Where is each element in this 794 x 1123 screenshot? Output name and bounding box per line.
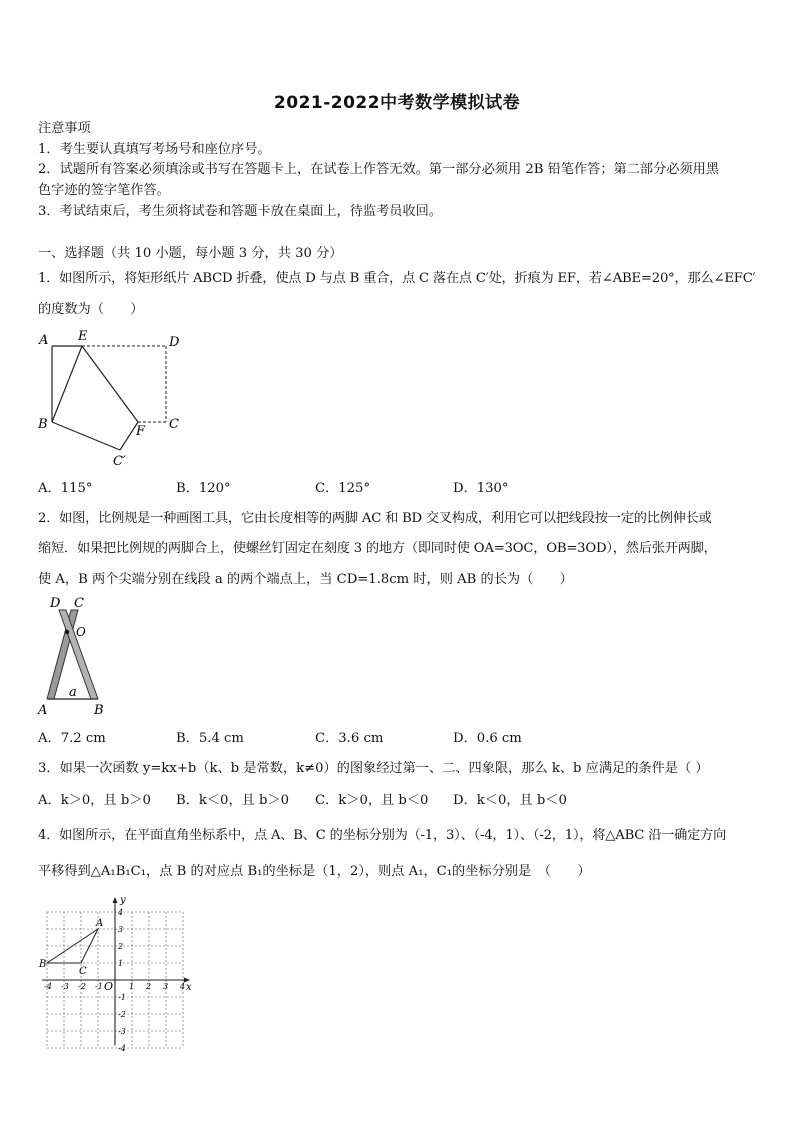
x-tick-label: -1	[95, 982, 103, 991]
q1-text-line1: 1．如图所示，将矩形纸片 ABCD 折叠，使点 D 与点 B 重合，点 C 落在点 C′处，折痕为 EF，若∠ABE=20°，那么∠EFC′	[38, 271, 756, 286]
label-C-prime: C′	[113, 454, 126, 469]
x-tick-label: 4	[180, 982, 186, 991]
y-tick-label: 2	[118, 942, 124, 951]
q1-figure	[36, 328, 186, 470]
q3-option-d[interactable]: D．k＜0，且 b＜0	[453, 793, 567, 808]
q1-option-c[interactable]: C．125°	[315, 481, 371, 496]
q3-option-a[interactable]: A．k＞0，且 b＞0	[38, 793, 151, 808]
y-tick-label: -3	[118, 1027, 126, 1036]
q2-text-line2: 缩短．如果把比例规的两脚合上，使螺丝钉固定在刻度 3 的地方（即同时使 OA=3OC，OB=3OD），然后张开两脚，	[38, 541, 717, 556]
q2-options	[38, 727, 758, 749]
q1-options	[38, 477, 758, 499]
label-D: D	[169, 335, 180, 350]
y-tick-label: 3	[118, 925, 124, 934]
notice-item: 3．考试结束后，考生须将试卷和答题卡放在桌面上，待监考员收回。	[38, 204, 443, 219]
q1-option-a[interactable]: A．115°	[38, 481, 93, 496]
axis-label-y: y	[120, 895, 126, 906]
x-tick-label: -3	[61, 982, 69, 991]
notice-item: 1．考生要认真填写考场号和座位序号。	[38, 142, 271, 157]
q2-figure	[36, 596, 116, 720]
label-C: C	[74, 596, 84, 611]
q4-text-line1: 4．如图所示，在平面直角坐标系中，点 A、B、C 的坐标分别为（-1，3）、（-4，1）、（-2，1），将△ABC 沿一确定方向	[38, 828, 727, 843]
origin-label: O	[104, 980, 114, 993]
y-tick-label: 1	[118, 959, 124, 968]
y-tick-label: -1	[118, 993, 126, 1002]
notice-item: 2．试题所有答案必须填涂或书写在答题卡上，在试卷上作答无效。第一部分必须用 2B 铅笔作答；第二部分必须用黑	[38, 162, 720, 177]
label-C: C	[169, 417, 179, 432]
label-A: A	[38, 703, 48, 718]
q2-option-b[interactable]: B．5.4 cm	[176, 731, 244, 746]
q1-option-d[interactable]: D．130°	[453, 481, 509, 496]
q2-option-a[interactable]: A．7.2 cm	[38, 731, 106, 746]
label-B: B	[39, 959, 47, 970]
q2-option-d[interactable]: D．0.6 cm	[453, 731, 522, 746]
x-tick-label: 1	[129, 982, 135, 991]
label-a: a	[69, 685, 77, 700]
label-C: C	[79, 966, 87, 977]
q4-coordinate-grid	[36, 893, 200, 1053]
y-tick-label: -2	[118, 1010, 126, 1019]
y-tick-label: -4	[118, 1044, 126, 1053]
q4-text-line2: 平移得到△A₁B₁C₁，点 B 的对应点 B₁的坐标是（1，2），则点 A₁，C₁的坐标分别是 （ ）	[38, 864, 591, 879]
x-tick-label: -2	[78, 982, 86, 991]
label-F: F	[136, 424, 146, 439]
q3-option-b[interactable]: B．k＜0，且 b＞0	[176, 793, 290, 808]
q2-text-line1: 2．如图，比例规是一种画图工具，它由长度相等的两脚 AC 和 BD 交叉构成，利用它可以把线段按一定的比例伸长或	[38, 511, 712, 526]
notice-item: 色字迹的签字笔作答。	[38, 183, 170, 198]
label-O: O	[76, 625, 86, 639]
x-tick-label: -4	[44, 982, 52, 991]
q1-text-line2: 的度数为（ ）	[38, 302, 144, 317]
q2-option-c[interactable]: C．3.6 cm	[315, 731, 384, 746]
q2-text-line3: 使 A，B 两个尖端分别在线段 a 的两个端点上，当 CD=1.8cm 时，则 AB 的长为（ ）	[38, 572, 573, 587]
q3-text-line1: 3．如果一次函数 y=kx+b（k、b 是常数，k≠0）的图象经过第一、二、四象限，那么 k、b 应满足的条件是（ ）	[38, 761, 709, 776]
label-A: A	[39, 333, 49, 348]
q3-options	[38, 789, 758, 811]
notice-heading: 注意事项	[38, 121, 91, 136]
x-tick-label: 3	[163, 982, 169, 991]
y-tick-label: 4	[118, 908, 124, 917]
q1-option-b[interactable]: B．120°	[176, 481, 231, 496]
label-B: B	[38, 417, 48, 432]
section-heading: 一、选择题（共 10 小题，每小题 3 分，共 30 分）	[38, 246, 343, 261]
axis-label-x: x	[186, 982, 192, 993]
label-D: D	[50, 596, 61, 611]
page-title: 2021-2022中考数学模拟试卷	[273, 93, 521, 113]
label-B: B	[94, 703, 104, 718]
label-A: A	[96, 918, 104, 929]
x-tick-label: 2	[146, 982, 152, 991]
label-E: E	[78, 329, 88, 344]
q3-option-c[interactable]: C．k＞0，且 b＜0	[315, 793, 429, 808]
